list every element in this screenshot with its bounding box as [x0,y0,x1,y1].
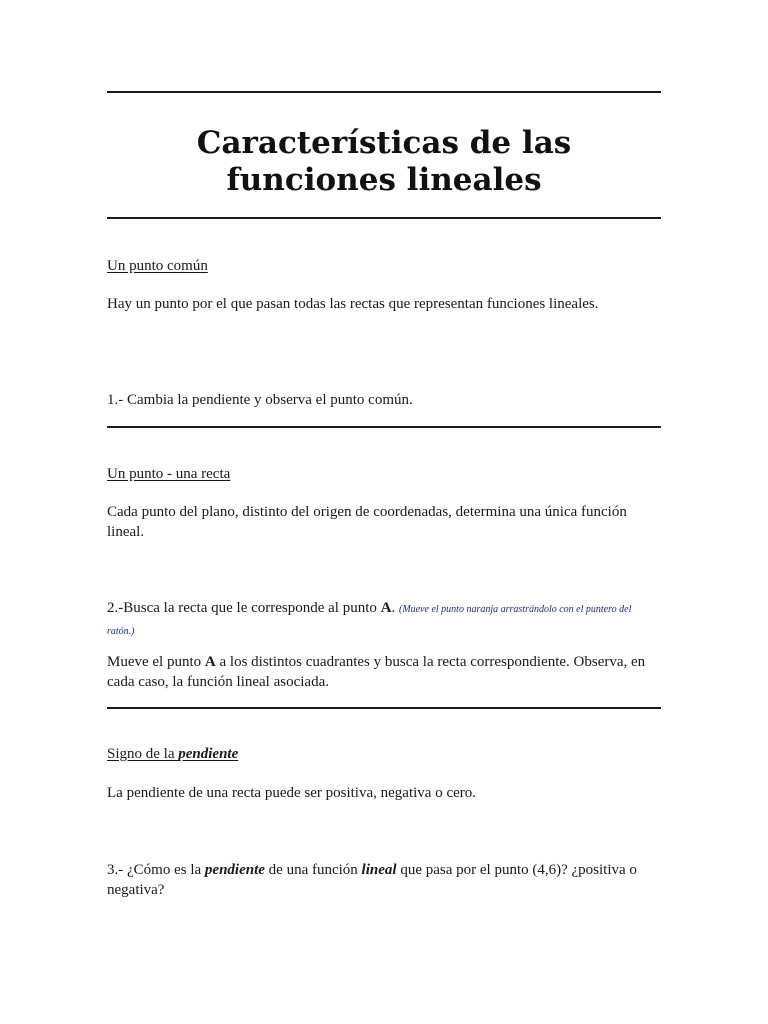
section-heading-punto-comun: Un punto común [107,258,208,274]
followup-text: Mueve el punto [107,654,205,670]
task-2-text: 2.-Busca la recta que le corresponde al punto [107,600,381,616]
question-middle: de una función [264,862,362,878]
task-2 [107,598,661,642]
title-divider [107,217,661,219]
task-1: 1.- Cambia la pendiente y observa el punto común. [107,392,413,408]
question-emphasis-pendiente: pendiente [204,862,265,878]
question-suffix: que pasa por el punto (4,6)? ¿positiva o negativa? [107,862,637,898]
page-title: Características de las funciones lineales [196,125,572,198]
question-emphasis-lineal: lineal [361,862,397,878]
followup-suffix: a los distintos cuadrantes y busca la recta correspondiente. Observa, en cada caso, la función lineal asociada. [107,654,646,690]
task-2-suffix: . [391,600,399,616]
section-body-signo-pendiente: La pendiente de una recta puede ser positiva, negativa o cero. [107,785,477,801]
task-2-followup [107,652,661,692]
drag-hint: (Mueve el punto naranja arrastrándolo con el puntero del ratón.) [107,604,632,637]
section-divider-2 [107,707,661,709]
heading-prefix: Signo de la [107,746,179,762]
section-body-punto-recta: Cada punto del plano, distinto del origen de coordenadas, determina una única función lineal. [107,504,627,540]
point-a-label: A [380,600,392,616]
section-divider-1 [107,426,661,428]
top-divider [107,91,661,93]
section-heading-signo-pendiente [107,744,238,764]
section-body-punto-comun: Hay un punto por el que pasan todas las rectas que representan funciones lineales. [107,296,599,312]
heading-emphasis: pendiente [178,746,239,762]
question-3 [107,860,661,900]
section-heading-punto-recta: Un punto - una recta [107,466,231,482]
followup-point-a-label: A [204,654,216,670]
question-prefix: 3.- ¿Cómo es la [107,862,205,878]
